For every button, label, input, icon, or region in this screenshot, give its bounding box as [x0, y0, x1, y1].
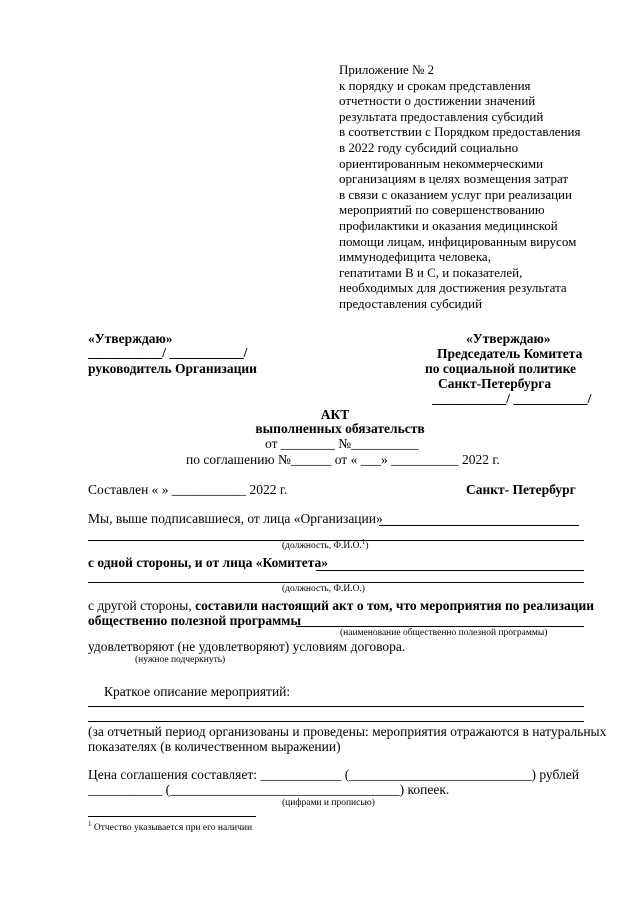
approve-right-role-2: по социальной политике — [425, 361, 577, 376]
composed-date — [88, 482, 287, 498]
approve-right-signature: ___________/ ___________/ — [432, 391, 592, 406]
approve-right-role-3: Санкт-Петербурга — [438, 376, 552, 391]
annex-line: иммунодефицита человека, — [339, 249, 491, 265]
act-agreement-line: по соглашению №______ от « ___» __________ 2022 г. — [186, 452, 500, 467]
annex-line: гепатитами В и С, и показателей, — [339, 264, 523, 280]
approve-left-title: «Утверждаю» — [88, 331, 173, 346]
act-date-line: от ________ №__________ — [265, 436, 419, 451]
composed-date-text: Составлен « » ___________ 2022 г. — [88, 482, 288, 497]
footnote-divider — [88, 816, 256, 817]
committee-rep-field-2[interactable] — [88, 582, 584, 583]
other-side-text: с другой стороны, — [88, 598, 196, 613]
footnote-mark: 1 — [88, 819, 92, 828]
price-line: Цена соглашения составляет: ____________ (___________________________) рублей — [88, 767, 579, 782]
act-title: АКТ — [320, 407, 350, 422]
composed-city: Санкт- Петербург — [466, 482, 576, 497]
annex-line: мероприятий по совершенствованию — [339, 202, 545, 218]
committee-rep-field[interactable] — [316, 570, 584, 571]
approve-right-title: «Утверждаю» — [466, 331, 551, 346]
organization-rep-field[interactable] — [379, 525, 579, 526]
approve-left-signature: ___________/ ___________/ — [88, 345, 248, 360]
brief-description-label: Краткое описание мероприятий: — [104, 684, 291, 699]
act-statement-text: составили настоящий акт о том, что мероприятия по реализации — [195, 598, 595, 613]
annex-line: в связи с оказанием услуг при реализации — [339, 186, 572, 202]
approve-right-role-1: Председатель Комитета — [437, 346, 583, 361]
annex-line: помощи лицам, инфицированным вирусом — [339, 233, 577, 249]
caption-organization-rep — [282, 537, 369, 551]
caption-underline-needed: (нужное подчеркнуть) — [135, 655, 226, 665]
caption-price: (цифрами и прописью) — [282, 798, 375, 808]
footnote-text: Отчество указывается при его наличии — [91, 823, 253, 833]
annex-line: к порядку и срокам представления — [339, 77, 531, 93]
annex-line: предоставления субсидий — [339, 295, 483, 311]
body-line-committee: с одной стороны, и от лица «Комитета» — [88, 555, 329, 570]
body-line-organization: Мы, выше подписавшиеся, от лица «Организации» — [88, 511, 383, 526]
brief-field-2[interactable] — [88, 721, 584, 722]
program-name-field[interactable] — [296, 626, 584, 627]
footnote — [88, 819, 253, 833]
kopeck-line: ___________ (__________________________________) копеек. — [88, 782, 450, 797]
annex-line: организациям в целях возмещения затрат — [339, 171, 569, 187]
annex-line: в соответствии с Порядком предоставления — [339, 124, 581, 140]
annex-line: профилактики и оказания медицинской — [339, 217, 558, 233]
annex-line: ориентированным некоммерческими — [339, 155, 544, 171]
annex-line: Приложение № 2 — [339, 62, 435, 77]
caption-organization-rep-text: (должность, Ф.И.О. — [282, 541, 362, 551]
caption-committee-rep: (должность, Ф.И.О.) — [282, 584, 365, 594]
caption-organization-rep-end: ) — [365, 541, 369, 551]
approve-left-role: руководитель Организации — [88, 361, 257, 376]
footnote-ref: 1 — [361, 537, 366, 546]
period-note-2: показателях (в количественном выражении) — [88, 739, 341, 754]
annex-line: в 2022 году субсидий социально — [339, 139, 519, 155]
body-line-conditions: удовлетворяют (не удовлетворяют) условиям договора. — [88, 639, 406, 654]
act-subtitle: выполненных обязательств — [255, 421, 425, 436]
period-note-1: (за отчетный период организованы и проведены: мероприятия отражаются в натуральных — [88, 724, 607, 739]
brief-field-1[interactable] — [88, 706, 584, 707]
annex-line: результата предоставления субсидий — [339, 108, 544, 124]
program-label: общественно полезной программы — [88, 613, 302, 628]
annex-line: необходимых для достижения результата — [339, 280, 567, 296]
caption-program-name: (наименование общественно полезной программы) — [340, 628, 548, 638]
body-line-other-side — [88, 598, 594, 614]
annex-block — [339, 62, 580, 312]
annex-line: отчетности о достижении значений — [339, 93, 536, 109]
